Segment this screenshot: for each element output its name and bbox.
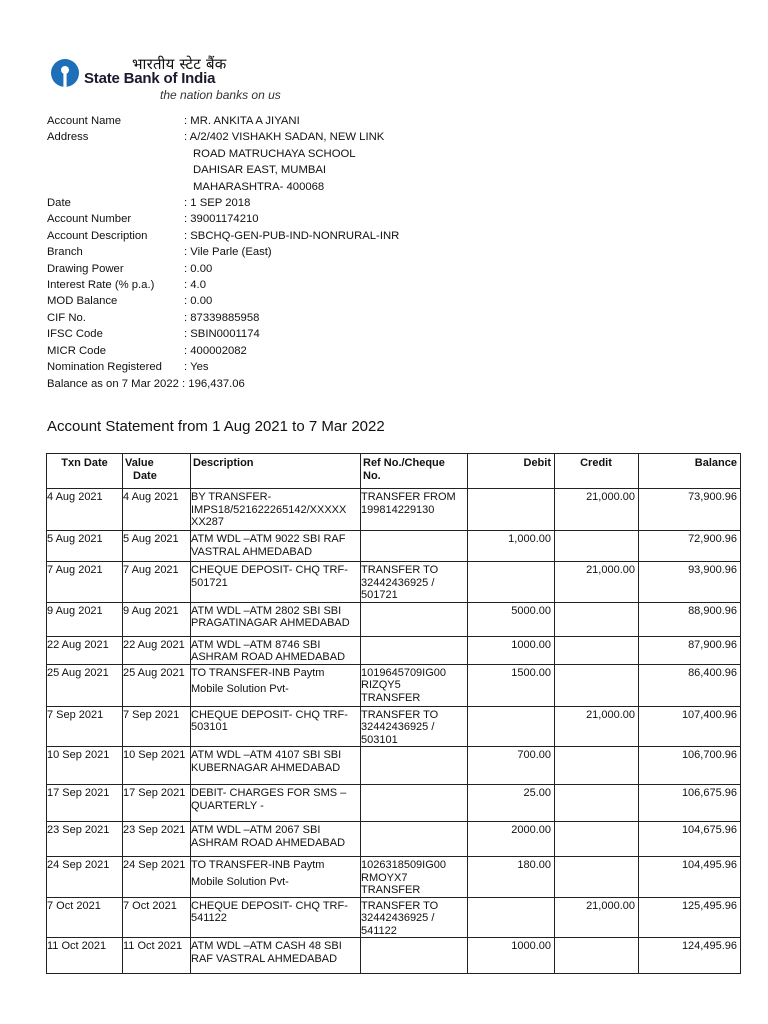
table-row (47, 531, 741, 562)
table-row (47, 938, 741, 974)
account-field-label: Account Number (47, 213, 132, 226)
value-date-cell: 17 Sep 2021 (123, 785, 191, 822)
description-cell: BY TRANSFER- IMPS18/521622265142/XXXXX XX287 (191, 489, 361, 531)
value-date-cell: 4 Aug 2021 (123, 489, 191, 531)
description-cell: ATM WDL –ATM 4107 SBI SBI KUBERNAGAR AHMEDABAD (191, 747, 361, 785)
debit-cell: 1500.00 (468, 664, 555, 706)
ref-cell (361, 938, 468, 974)
debit-cell: 1000.00 (468, 938, 555, 974)
ref-cell: TRANSFER TO 32442436925 / 541122 (361, 897, 468, 938)
debit-cell: 1,000.00 (468, 531, 555, 562)
bank-header (46, 52, 306, 104)
credit-cell (555, 938, 639, 974)
account-field-row (47, 261, 399, 277)
balance-cell: 106,700.96 (639, 747, 741, 785)
account-field-label: Date (47, 197, 71, 210)
account-field-value: : 0.00 (184, 262, 213, 275)
debit-cell: 25.00 (468, 785, 555, 822)
account-field-label: MICR Code (47, 344, 107, 357)
txn-date-cell: 4 Aug 2021 (47, 489, 123, 531)
value-date-cell: 7 Sep 2021 (123, 706, 191, 747)
col-header-value-date: Value Date (123, 454, 191, 489)
account-field-row (47, 343, 399, 359)
statement-title: Account Statement from 1 Aug 2021 to 7 Mar 2022 (47, 418, 385, 435)
bank-name-hindi: भारतीय स्टेट बैंक (132, 55, 227, 73)
account-field-value: : Yes (184, 361, 209, 374)
debit-cell: 180.00 (468, 857, 555, 898)
value-date-cell: 7 Aug 2021 (123, 562, 191, 603)
col-header-debit: Debit (468, 454, 555, 489)
debit-cell: 1000.00 (468, 636, 555, 664)
address-line: DAHISAR EAST, MUMBAI (193, 164, 327, 177)
txn-date-cell: 9 Aug 2021 (47, 602, 123, 636)
col-header-balance: Balance (639, 454, 741, 489)
ref-cell: TRANSFER TO 32442436925 / 501721 (361, 562, 468, 603)
debit-cell: 5000.00 (468, 602, 555, 636)
debit-cell (468, 562, 555, 603)
description-cell: TO TRANSFER-INB Paytm Mobile Solution Pvt- (191, 664, 361, 706)
table-row (47, 857, 741, 898)
description-cell: ATM WDL –ATM 2067 SBI ASHRAM ROAD AHMEDABAD (191, 822, 361, 857)
table-row (47, 785, 741, 822)
account-field-value: : SBCHQ-GEN-PUB-IND-NONRURAL-INR (184, 229, 400, 242)
credit-cell (555, 636, 639, 664)
table-row (47, 602, 741, 636)
address-line: MAHARASHTRA- 400068 (193, 180, 325, 193)
account-field-label: Branch (47, 246, 83, 259)
value-date-cell: 25 Aug 2021 (123, 664, 191, 706)
table-header-row (47, 454, 741, 489)
balance-cell: 73,900.96 (639, 489, 741, 531)
description-cell: ATM WDL –ATM 9022 SBI RAF VASTRAL AHMEDABAD (191, 531, 361, 562)
debit-cell (468, 897, 555, 938)
txn-date-cell: 22 Aug 2021 (47, 636, 123, 664)
balance-cell: 106,675.96 (639, 785, 741, 822)
credit-cell (555, 747, 639, 785)
col-header-credit: Credit (555, 454, 639, 489)
description-cell: CHEQUE DEPOSIT- CHQ TRF- 541122 (191, 897, 361, 938)
credit-cell (555, 822, 639, 857)
account-field-value: : 87339885958 (184, 311, 260, 324)
table-row (47, 664, 741, 706)
value-date-cell: 5 Aug 2021 (123, 531, 191, 562)
account-field-row (47, 359, 399, 375)
account-details (47, 113, 399, 392)
account-field-label: Account Description (47, 229, 148, 242)
credit-cell (555, 531, 639, 562)
txn-date-cell: 7 Sep 2021 (47, 706, 123, 747)
txn-date-cell: 24 Sep 2021 (47, 857, 123, 898)
balance-line: Balance as on 7 Mar 2022 : 196,437.06 (47, 377, 245, 390)
account-field-label: Interest Rate (% p.a.) (47, 279, 155, 292)
txn-date-cell: 23 Sep 2021 (47, 822, 123, 857)
credit-cell (555, 857, 639, 898)
balance-cell: 86,400.96 (639, 664, 741, 706)
credit-cell (555, 785, 639, 822)
account-field-row (47, 310, 399, 326)
debit-cell (468, 489, 555, 531)
account-field-value: : 400002082 (184, 344, 247, 357)
value-date-cell: 23 Sep 2021 (123, 822, 191, 857)
account-field-row (47, 211, 399, 227)
description-cell: ATM WDL –ATM 2802 SBI SBI PRAGATINAGAR AHMEDABAD (191, 602, 361, 636)
credit-cell: 21,000.00 (555, 489, 639, 531)
value-date-cell: 11 Oct 2021 (123, 938, 191, 974)
account-field-value: : SBIN0001174 (184, 328, 260, 341)
description-cell: CHEQUE DEPOSIT- CHQ TRF- 503101 (191, 706, 361, 747)
balance-cell: 87,900.96 (639, 636, 741, 664)
account-field-row (47, 195, 399, 211)
sbi-logo-icon (50, 58, 80, 88)
ref-cell (361, 822, 468, 857)
table-row (47, 897, 741, 938)
account-field-value: : 39001174210 (184, 213, 259, 226)
ref-cell (361, 531, 468, 562)
txn-date-cell: 7 Oct 2021 (47, 897, 123, 938)
account-field-row (47, 228, 399, 244)
account-field-label: CIF No. (47, 311, 86, 324)
transactions-table (46, 453, 741, 974)
col-header-ref: Ref No./Cheque No. (361, 454, 468, 489)
account-field-label: Nomination Registered (47, 361, 162, 374)
account-field-row (47, 326, 399, 342)
account-field-value: : Vile Parle (East) (184, 246, 272, 259)
balance-cell: 107,400.96 (639, 706, 741, 747)
txn-date-cell: 7 Aug 2021 (47, 562, 123, 603)
balance-cell: 93,900.96 (639, 562, 741, 603)
account-field-value: : 1 SEP 2018 (184, 197, 251, 210)
address-line: : A/2/402 VISHAKH SADAN, NEW LINK (184, 131, 385, 144)
value-date-cell: 10 Sep 2021 (123, 747, 191, 785)
ref-cell (361, 636, 468, 664)
debit-cell (468, 706, 555, 747)
ref-cell (361, 747, 468, 785)
account-name-row (47, 113, 399, 129)
ref-cell: 1026318509IG00 RMOYX7 TRANSFER (361, 857, 468, 898)
txn-date-cell: 10 Sep 2021 (47, 747, 123, 785)
table-row (47, 822, 741, 857)
credit-cell (555, 664, 639, 706)
address-row (47, 129, 399, 145)
table-row (47, 636, 741, 664)
balance-cell: 104,675.96 (639, 822, 741, 857)
description-cell: DEBIT- CHARGES FOR SMS – QUARTERLY - (191, 785, 361, 822)
account-field-label: IFSC Code (47, 328, 103, 341)
balance-cell: 124,495.96 (639, 938, 741, 974)
account-field-row (47, 277, 399, 293)
description-cell: ATM WDL –ATM CASH 48 SBI RAF VASTRAL AHMEDABAD (191, 938, 361, 974)
bank-tagline: the nation banks on us (160, 88, 281, 102)
account-name-value: : MR. ANKITA A JIYANI (184, 115, 300, 127)
debit-cell: 2000.00 (468, 822, 555, 857)
ref-cell: 1019645709IG00 RIZQY5 TRANSFER (361, 664, 468, 706)
col-header-txn-date: Txn Date (47, 454, 123, 489)
balance-cell: 104,495.96 (639, 857, 741, 898)
value-date-cell: 22 Aug 2021 (123, 636, 191, 664)
col-header-description: Description (191, 454, 361, 489)
value-date-cell: 24 Sep 2021 (123, 857, 191, 898)
txn-date-cell: 5 Aug 2021 (47, 531, 123, 562)
description-cell: TO TRANSFER-INB Paytm Mobile Solution Pvt- (191, 857, 361, 898)
ref-cell (361, 785, 468, 822)
txn-date-cell: 11 Oct 2021 (47, 938, 123, 974)
credit-cell: 21,000.00 (555, 706, 639, 747)
credit-cell: 21,000.00 (555, 562, 639, 603)
credit-cell: 21,000.00 (555, 897, 639, 938)
account-name-label: Account Name (47, 115, 122, 127)
account-field-value: : 0.00 (184, 295, 213, 308)
credit-cell (555, 602, 639, 636)
ref-cell (361, 602, 468, 636)
account-field-row (47, 244, 399, 260)
balance-cell: 72,900.96 (639, 531, 741, 562)
description-cell: ATM WDL –ATM 8746 SBI ASHRAM ROAD AHMEDABAD (191, 636, 361, 664)
value-date-cell: 7 Oct 2021 (123, 897, 191, 938)
balance-cell: 88,900.96 (639, 602, 741, 636)
account-field-row (47, 293, 399, 309)
account-field-value: : 4.0 (184, 279, 206, 292)
value-date-cell: 9 Aug 2021 (123, 602, 191, 636)
bank-name: State Bank of India (84, 70, 216, 87)
account-field-label: Drawing Power (47, 262, 124, 275)
address-label: Address (47, 131, 89, 144)
description-cell: CHEQUE DEPOSIT- CHQ TRF- 501721 (191, 562, 361, 603)
debit-cell: 700.00 (468, 747, 555, 785)
table-row (47, 747, 741, 785)
ref-cell: TRANSFER TO 32442436925 / 503101 (361, 706, 468, 747)
table-row (47, 489, 741, 531)
txn-date-cell: 17 Sep 2021 (47, 785, 123, 822)
table-row (47, 706, 741, 747)
balance-cell: 125,495.96 (639, 897, 741, 938)
address-line: ROAD MATRUCHAYA SCHOOL (193, 147, 356, 160)
txn-date-cell: 25 Aug 2021 (47, 664, 123, 706)
table-row (47, 562, 741, 603)
ref-cell: TRANSFER FROM 199814229130 (361, 489, 468, 531)
account-field-label: MOD Balance (47, 295, 118, 308)
